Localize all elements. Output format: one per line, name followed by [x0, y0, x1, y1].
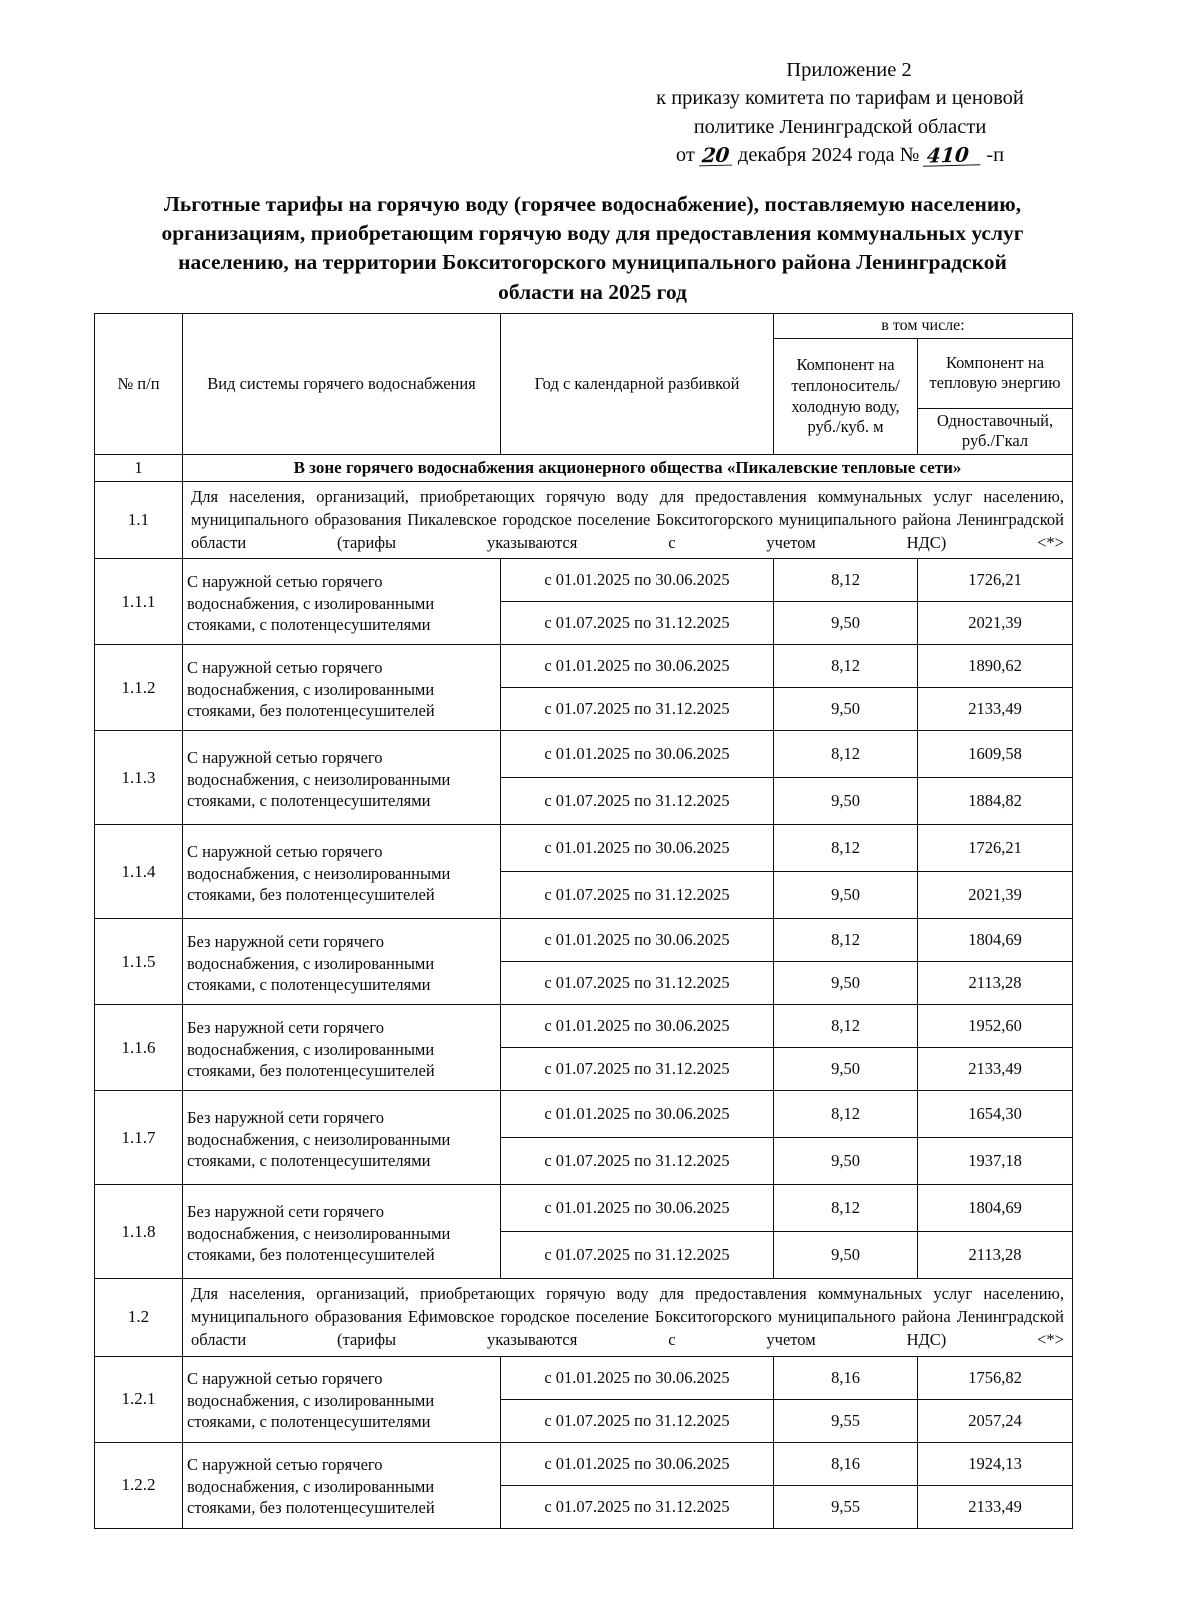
row-coolant-value: 8,12 — [774, 645, 918, 688]
tariff-table — [94, 313, 1073, 1529]
row-heat-value: 1609,58 — [918, 731, 1073, 778]
row-coolant-value: 9,50 — [774, 778, 918, 825]
row-coolant-value: 9,50 — [774, 962, 918, 1005]
column-header-heat-component-unit: Одноставочный, руб./Гкал — [918, 408, 1073, 454]
header-line-committee: политике Ленинградской области — [693, 115, 987, 138]
column-header-number: № п/п — [95, 314, 183, 455]
row-period: с 01.01.2025 по 30.06.2025 — [501, 1185, 774, 1232]
row-coolant-value: 8,12 — [774, 1005, 918, 1048]
row-coolant-value: 9,50 — [774, 602, 918, 645]
row-system-type: С наружной сетью горячего водоснабжения, с изолированными стояками, без полотенцесушителей — [183, 1442, 501, 1528]
row-heat-value: 2021,39 — [918, 872, 1073, 919]
row-system-type: С наружной сетью горячего водоснабжения, с изолированными стояками, с полотенцесушителями — [183, 559, 501, 645]
row-heat-value: 2113,28 — [918, 962, 1073, 1005]
header-line-appendix: Приложение 2 — [786, 59, 912, 81]
title-line-1: Льготные тарифы на горячую воду (горячее водоснабжение), поставляемую населению, — [163, 192, 1022, 216]
section-title: В зоне горячего водоснабжения акционерного общества «Пикалевские тепловые сети» — [183, 455, 1073, 482]
row-period: с 01.07.2025 по 31.12.2025 — [501, 602, 774, 645]
row-heat-value: 1726,21 — [918, 559, 1073, 602]
column-header-system-type: Вид системы горячего водоснабжения — [183, 314, 501, 455]
row-period: с 01.01.2025 по 30.06.2025 — [501, 645, 774, 688]
row-system-type: Без наружной сети горячего водоснабжения, с изолированными стояками, без полотенцесушителей — [183, 1005, 501, 1091]
row-number: 1.2.1 — [95, 1356, 183, 1442]
row-period: с 01.07.2025 по 31.12.2025 — [501, 1485, 774, 1528]
row-system-type: С наружной сетью горячего водоснабжения, с неизолированными стояками, без полотенцесушителей — [183, 825, 501, 919]
row-number: 1.1.4 — [95, 825, 183, 919]
table-row — [95, 1279, 1073, 1356]
row-heat-value: 2133,49 — [918, 688, 1073, 731]
row-period: с 01.01.2025 по 30.06.2025 — [501, 559, 774, 602]
row-coolant-value: 9,55 — [774, 1485, 918, 1528]
row-system-type: Без наружной сети горячего водоснабжения, с неизолированными стояками, без полотенцесушителей — [183, 1185, 501, 1279]
table-header-row-top — [95, 314, 1073, 339]
row-coolant-value: 8,12 — [774, 731, 918, 778]
table-row — [95, 1185, 1073, 1232]
page-title — [105, 190, 1080, 307]
row-period: с 01.07.2025 по 31.12.2025 — [501, 778, 774, 825]
row-heat-value: 2133,49 — [918, 1048, 1073, 1091]
column-header-year: Год с календарной разбивкой — [501, 314, 774, 455]
table-row — [95, 825, 1073, 872]
row-heat-value: 2133,49 — [918, 1485, 1073, 1528]
row-coolant-value: 9,50 — [774, 872, 918, 919]
row-heat-value: 1884,82 — [918, 778, 1073, 825]
row-heat-value: 1726,21 — [918, 825, 1073, 872]
row-heat-value: 1924,13 — [918, 1442, 1073, 1485]
row-number: 1.1.2 — [95, 645, 183, 731]
table-row — [95, 1005, 1073, 1048]
section-number: 1 — [95, 455, 183, 482]
row-coolant-value: 9,55 — [774, 1399, 918, 1442]
row-coolant-value: 8,12 — [774, 825, 918, 872]
row-coolant-value: 8,12 — [774, 1091, 918, 1138]
title-line-3: населению, на территории Бокситогорского муниципального района Ленинградской — [178, 250, 1007, 275]
row-system-type: С наружной сетью горячего водоснабжения, с изолированными стояками, без полотенцесушителей — [183, 645, 501, 731]
row-heat-value: 2057,24 — [918, 1399, 1073, 1442]
row-number: 1.1.7 — [95, 1091, 183, 1185]
title-line-2: организациям, приобретающим горячую воду для предоставления коммунальных услуг — [161, 221, 1024, 246]
header-line-date — [600, 141, 1080, 169]
header-line-order: к приказу комитета по тарифам и ценовой — [656, 87, 1024, 110]
row-system-type: С наружной сетью горячего водоснабжения, с неизолированными стояками, с полотенцесушителями — [183, 731, 501, 825]
row-period: с 01.07.2025 по 31.12.2025 — [501, 1399, 774, 1442]
row-number: 1.1.8 — [95, 1185, 183, 1279]
row-coolant-value: 8,12 — [774, 559, 918, 602]
row-coolant-value: 9,50 — [774, 1232, 918, 1279]
column-header-group-including: в том числе: — [774, 314, 1073, 339]
header-date-middle: декабря 2024 года № — [737, 143, 920, 166]
table-body — [95, 455, 1073, 1529]
table-row — [95, 455, 1073, 482]
subsection-description: Для населения, организаций, приобретающих горячую воду для предоставления коммунальных услуг населению, муниципального образования Ефимовское городское поселение Бокситогорского муниципального района Ленинградской области (тарифы указываются с учетом НДС) <*> — [183, 1279, 1073, 1356]
row-coolant-value: 8,16 — [774, 1442, 918, 1485]
row-heat-value: 2021,39 — [918, 602, 1073, 645]
row-coolant-value: 8,12 — [774, 919, 918, 962]
row-heat-value: 1937,18 — [918, 1138, 1073, 1185]
table-row — [95, 482, 1073, 559]
row-number: 1.1.6 — [95, 1005, 183, 1091]
row-period: с 01.07.2025 по 31.12.2025 — [501, 1048, 774, 1091]
table-row — [95, 1442, 1073, 1485]
row-period: с 01.07.2025 по 31.12.2025 — [501, 872, 774, 919]
row-period: с 01.01.2025 по 30.06.2025 — [501, 731, 774, 778]
subsection-number: 1.1 — [95, 482, 183, 559]
header-day-handwritten: 20 — [699, 144, 734, 166]
table-row — [95, 731, 1073, 778]
row-period: с 01.01.2025 по 30.06.2025 — [501, 1442, 774, 1485]
row-heat-value: 1654,30 — [918, 1091, 1073, 1138]
row-number: 1.2.2 — [95, 1442, 183, 1528]
row-period: с 01.01.2025 по 30.06.2025 — [501, 825, 774, 872]
subsection-description: Для населения, организаций, приобретающих горячую воду для предоставления коммунальных услуг населению, муниципального образования Пикалевское городское поселение Бокситогорского муниципального района Ленинградской области (тарифы указываются с учетом НДС) <*> — [183, 482, 1073, 559]
row-heat-value: 1804,69 — [918, 919, 1073, 962]
row-heat-value: 1804,69 — [918, 1185, 1073, 1232]
row-period: с 01.07.2025 по 31.12.2025 — [501, 962, 774, 1005]
row-period: с 01.01.2025 по 30.06.2025 — [501, 1356, 774, 1399]
column-header-coolant-component: Компонент на теплоноситель/ холодную воду, руб./куб. м — [774, 339, 918, 455]
row-period: с 01.07.2025 по 31.12.2025 — [501, 1138, 774, 1185]
row-coolant-value: 8,16 — [774, 1356, 918, 1399]
table-head — [95, 314, 1073, 455]
document-header — [600, 56, 1080, 169]
row-coolant-value: 9,50 — [774, 1048, 918, 1091]
row-system-type: С наружной сетью горячего водоснабжения, с изолированными стояками, с полотенцесушителями — [183, 1356, 501, 1442]
table-row — [95, 559, 1073, 602]
title-line-4: области на 2025 год — [498, 279, 687, 304]
subsection-number: 1.2 — [95, 1279, 183, 1356]
header-order-number-handwritten: 410 — [924, 144, 983, 166]
row-number: 1.1.5 — [95, 919, 183, 1005]
row-heat-value: 1756,82 — [918, 1356, 1073, 1399]
row-coolant-value: 9,50 — [774, 1138, 918, 1185]
row-period: с 01.01.2025 по 30.06.2025 — [501, 1091, 774, 1138]
row-number: 1.1.1 — [95, 559, 183, 645]
header-date-prefix: от — [675, 143, 695, 166]
row-period: с 01.07.2025 по 31.12.2025 — [501, 1232, 774, 1279]
column-header-heat-component: Компонент на тепловую энергию — [918, 339, 1073, 409]
row-period: с 01.07.2025 по 31.12.2025 — [501, 688, 774, 731]
row-period: с 01.01.2025 по 30.06.2025 — [501, 919, 774, 962]
row-period: с 01.01.2025 по 30.06.2025 — [501, 1005, 774, 1048]
row-heat-value: 2113,28 — [918, 1232, 1073, 1279]
row-system-type: Без наружной сети горячего водоснабжения, с неизолированными стояками, с полотенцесушителями — [183, 1091, 501, 1185]
row-heat-value: 1890,62 — [918, 645, 1073, 688]
row-coolant-value: 8,12 — [774, 1185, 918, 1232]
table-row — [95, 919, 1073, 962]
table-row — [95, 1356, 1073, 1399]
table-row — [95, 645, 1073, 688]
row-number: 1.1.3 — [95, 731, 183, 825]
row-system-type: Без наружной сети горячего водоснабжения, с изолированными стояками, с полотенцесушителями — [183, 919, 501, 1005]
row-coolant-value: 9,50 — [774, 688, 918, 731]
header-date-suffix: -п — [986, 143, 1005, 166]
row-heat-value: 1952,60 — [918, 1005, 1073, 1048]
table-row — [95, 1091, 1073, 1138]
